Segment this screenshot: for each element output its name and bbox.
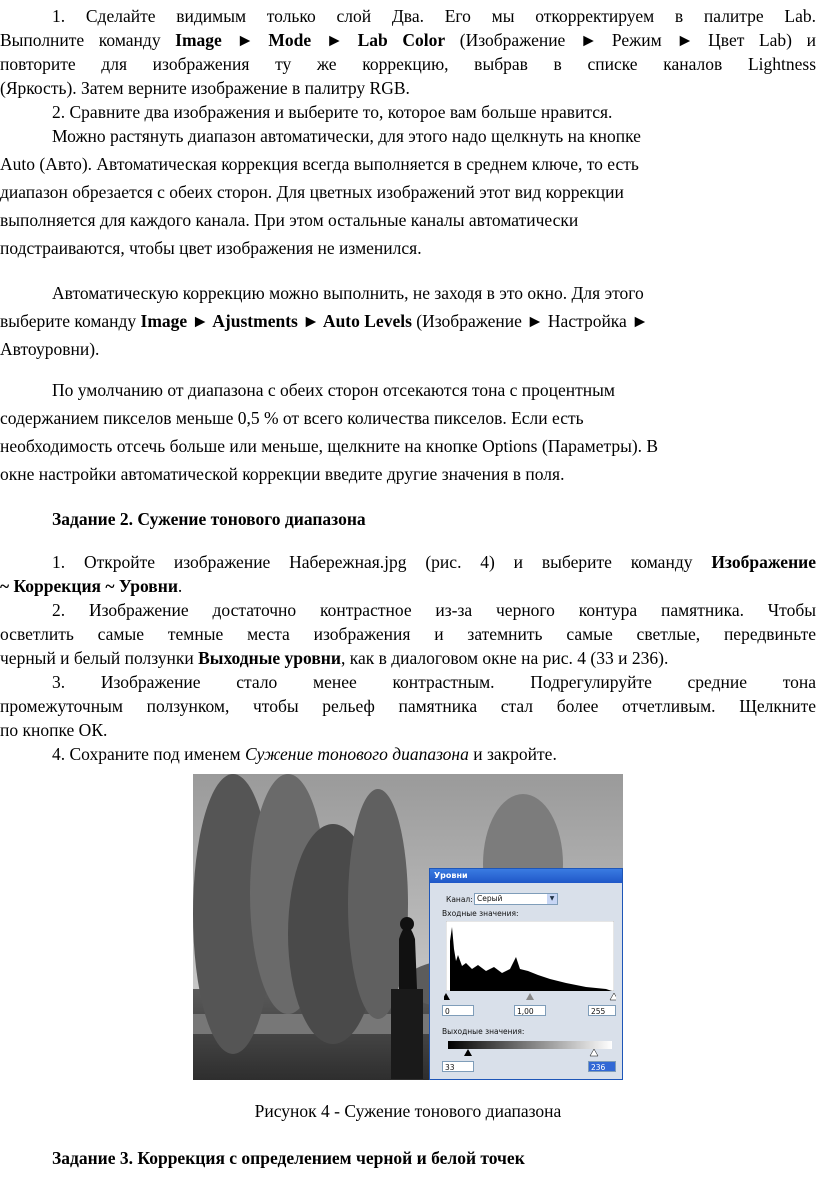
t2-step2-line-3 <box>0 646 816 670</box>
menu-path: Image ► Mode ► Lab Color <box>175 30 446 50</box>
output-gradient <box>448 1041 612 1049</box>
p3-line-4: выполняется для каждого канала. При этом остальные каналы автоматически <box>0 210 579 230</box>
t2-step3-line-3: по кнопке ОК. <box>0 720 108 740</box>
levels-dialog[interactable] <box>429 868 623 1080</box>
t2-step4 <box>52 742 816 766</box>
p4-line-3: Автоуровни). <box>0 339 100 359</box>
output-levels-label: Выходные значения: <box>442 1027 525 1036</box>
p5-line-2: содержанием пикселов меньше 0,5 % от всего количества пикселов. Если есть <box>0 408 584 428</box>
task3-heading: Задание 3. Коррекция с определением черной и белой точек <box>52 1148 525 1168</box>
task2-heading: Задание 2. Сужение тонового диапазона <box>52 509 366 529</box>
p5-line-3: необходимость отсечь больше или меньше, щелкните на кнопке Options (Параметры). В <box>0 436 659 456</box>
input-white-field[interactable]: 255 <box>588 1005 616 1016</box>
file-name: Сужение тонового диапазона <box>244 744 469 764</box>
t2-step2-line-2: осветлить самые темные места изображения и затемнить самые светлые, передвиньте <box>0 624 816 644</box>
t2-step3-line-2: промежуточным ползунком, чтобы рельеф памятника стал более отчетливым. Щелкните <box>0 696 816 716</box>
input-levels-label: Входные значения: <box>442 909 519 918</box>
p5-line-4: окне настройки автоматической коррекции введите другие значения в поля. <box>0 464 565 484</box>
menu-path: Image ► Ajustments ► Auto Levels <box>140 311 412 331</box>
text-run: , как в диалоговом окне на рис. 4 (33 и 236). <box>340 648 669 668</box>
text-run: черный и белый ползунки <box>0 648 199 668</box>
t2-step3-line-1: 3. Изображение стало менее контрастным. Подрегулируйте средние тона <box>52 672 816 692</box>
text-run: и закройте. <box>468 744 557 764</box>
p1-line-3: повторите для изображения ту же коррекцию, выбрав в списке каналов Lightness <box>0 54 816 74</box>
text-run: . <box>177 576 183 596</box>
figure-caption: Рисунок 4 - Сужение тонового диапазона <box>254 1101 562 1121</box>
chevron-down-icon: ▼ <box>547 894 557 904</box>
p1-line-4: (Яркость). Затем верните изображение в палитру RGB. <box>0 78 410 98</box>
text-run: Выполните команду <box>0 30 176 50</box>
channel-label: Канал: <box>446 895 473 904</box>
output-white-field[interactable]: 236 <box>588 1061 616 1072</box>
text-run: выберите команду <box>0 311 141 331</box>
histogram <box>446 921 614 991</box>
output-sliders[interactable] <box>444 1049 616 1057</box>
p3-line-1: Можно растянуть диапазон автоматически, для этого надо щелкнуть на кнопке <box>52 126 641 146</box>
t2-step1-line-1 <box>52 550 816 574</box>
input-black-field[interactable]: 0 <box>442 1005 474 1016</box>
input-sliders[interactable] <box>444 993 616 1001</box>
p2-line: 2. Сравните два изображения и выберите то, которое вам больше нравится. <box>52 102 613 122</box>
term: Выходные уровни <box>198 648 341 668</box>
t2-step2-line-1: 2. Изображение достаточно контрастное из-за черного контура памятника. Чтобы <box>52 600 816 620</box>
dialog-title: Уровни <box>430 869 622 883</box>
output-black-field[interactable]: 33 <box>442 1061 474 1072</box>
p4-line-2 <box>0 309 816 333</box>
text-run: 1. Откройте изображение Набережная.jpg (рис. 4) и выберите команду <box>52 552 712 572</box>
channel-select[interactable] <box>474 893 558 905</box>
input-gamma-field[interactable]: 1,00 <box>514 1005 546 1016</box>
p3-line-2: Auto (Авто). Автоматическая коррекция всегда выполняется в среднем ключе, то есть <box>0 154 639 174</box>
text-run: (Изображение ► Режим ► Цвет Lab) и <box>445 30 816 50</box>
t2-step1-line-2 <box>0 574 816 598</box>
p1-line-1: 1. Сделайте видимым только слой Два. Его мы откорректируем в палитре Lab. <box>52 6 816 26</box>
channel-value: Серый <box>477 894 503 903</box>
p4-line-1: Автоматическую коррекцию можно выполнить, не заходя в это окно. Для этого <box>52 283 644 303</box>
p3-line-3: диапазон обрезается с обеих сторон. Для цветных изображений этот вид коррекции <box>0 182 624 202</box>
p3-line-5: подстраиваются, чтобы цвет изображения не изменился. <box>0 238 422 258</box>
p1-line-2 <box>0 28 816 52</box>
menu-path: Изображение <box>711 552 816 572</box>
figure-embankment-levels <box>193 774 623 1080</box>
p5-line-1: По умолчанию от диапазона с обеих сторон отсекаются тона с процентным <box>52 380 615 400</box>
menu-path: ~ Коррекция ~ Уровни <box>0 576 178 596</box>
text-run: (Изображение ► Настройка ► <box>411 311 649 331</box>
text-run: 4. Сохраните под именем <box>52 744 245 764</box>
